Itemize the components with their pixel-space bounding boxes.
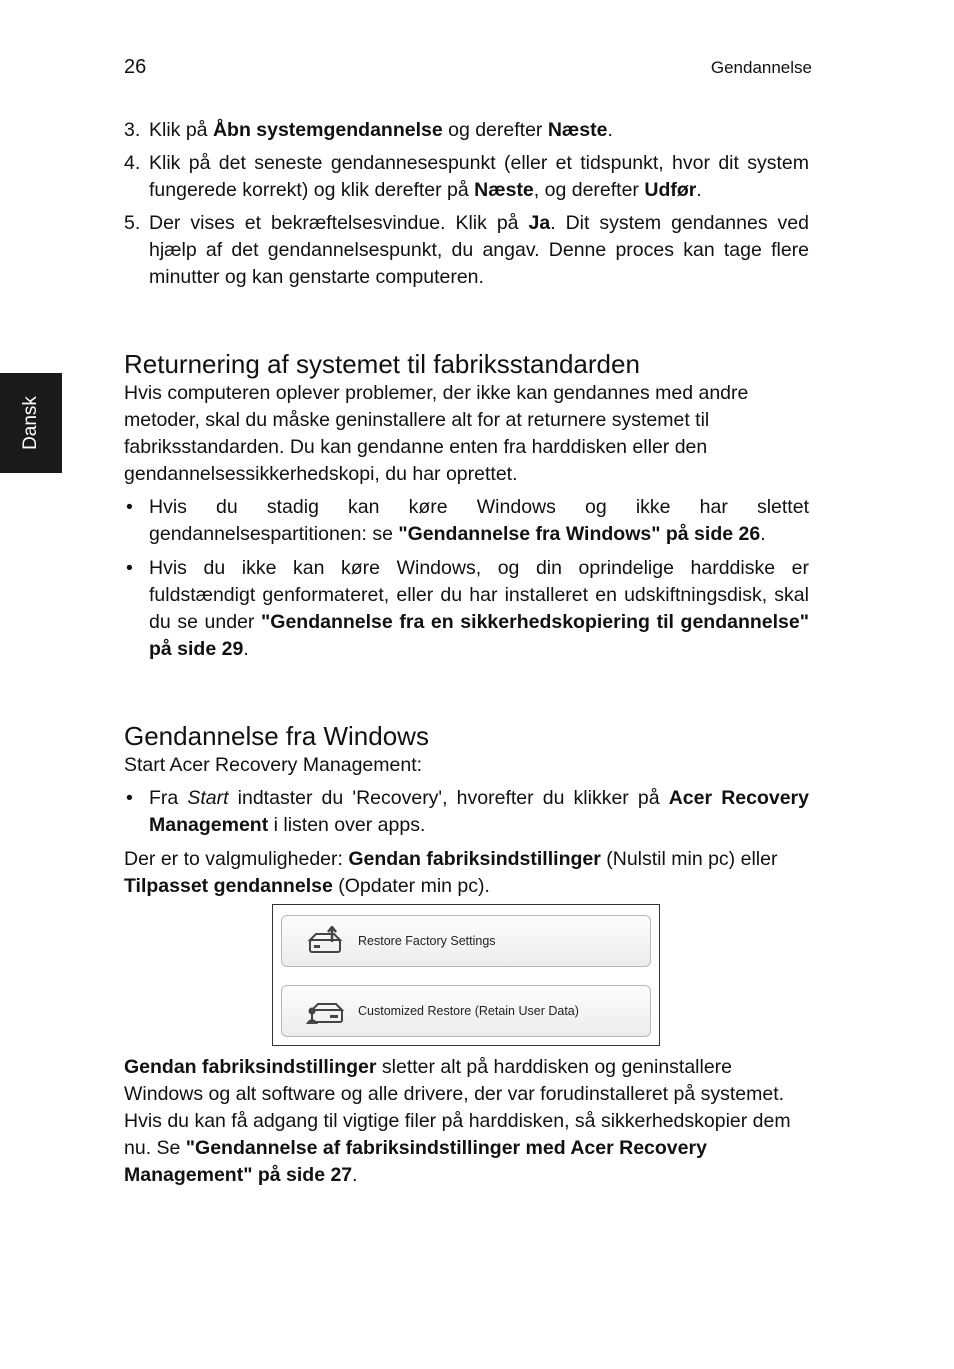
bullet-item: [124, 555, 809, 663]
cross-reference: "Gendannelse fra en sikkerhedskopiering til gendannelse" på side 29: [149, 611, 809, 660]
cross-reference: "Gendannelse af fabriksindstillinger med Acer Recovery Management" på side 27: [124, 1137, 707, 1186]
options-bold: Gendan fabriksindstillinger: [348, 848, 601, 870]
steps-list: [124, 117, 809, 291]
options-paragraph: [124, 846, 809, 900]
bullet-bold: Acer Recovery Management: [149, 787, 809, 836]
step-text: , og derefter: [533, 179, 645, 201]
closing-text: sletter alt på harddisken og geninstallere Windows og alt software og alle drivere, der var forudinstalleret på systemet. Hvis du kan få adgang til vigtige filer på harddisken, så sikkerhedskopier dem nu. Se: [124, 1056, 791, 1159]
customized-restore-button[interactable]: [281, 985, 651, 1037]
step-item: [124, 210, 809, 291]
bullet-text: indtaster du 'Recovery', hvorefter du klikker på: [228, 787, 669, 809]
step-text: .: [696, 179, 702, 201]
section-intro: Start Acer Recovery Management:: [124, 754, 423, 776]
page-number: 26: [124, 56, 147, 78]
step-text: .: [607, 119, 613, 141]
step-number: 5.: [124, 212, 141, 234]
section-intro: Hvis computeren oplever problemer, der ikke kan gendannes med andre metoder, skal du måske geninstallere alt for at returnere systemet til fabriksstandarden. Du kan gendanne enten fra harddisken eller den gendannelsessikkerhedskopi, du har oprettet.: [124, 382, 749, 485]
step-number: 3.: [124, 119, 141, 141]
step-text: . Dit system gendannes ved hjælp af det gendannelsespunkt, du angav. Denne proces kan tage flere minutter og kan genstarte computeren.: [149, 212, 809, 288]
closing-paragraph: [124, 1054, 809, 1189]
step-number: 4.: [124, 152, 141, 174]
section-heading: Returnering af systemet til fabriksstandarden: [124, 349, 640, 379]
step-bold: Næste: [547, 119, 608, 141]
step-bold: Udfør: [644, 179, 697, 201]
options-text: (Opdater min pc).: [332, 875, 490, 897]
restore-factory-settings-label: Restore Factory Settings: [358, 934, 496, 948]
step-bold: Ja: [528, 212, 551, 234]
closing-text: .: [352, 1164, 358, 1186]
step-text: Klik på det seneste gendannesespunkt (eller et tidspunkt, hvor dit system fungerede korrekt) og klik derefter på: [149, 152, 809, 201]
bullet-text: .: [243, 638, 249, 660]
options-text: Der er to valgmuligheder:: [124, 848, 349, 870]
bullet-text: i listen over apps.: [268, 814, 426, 836]
step-bold: Åbn systemgendannelse: [212, 119, 443, 141]
closing-bold: Gendan fabriksindstillinger: [124, 1056, 377, 1078]
step-text: Klik på: [149, 119, 213, 141]
step-text: og derefter: [442, 119, 548, 141]
customized-restore-label: Customized Restore (Retain User Data): [358, 1004, 579, 1018]
step-bold: Næste: [474, 179, 534, 201]
cross-reference: "Gendannelse fra Windows" på side 26: [398, 523, 761, 545]
section-heading: Gendannelse fra Windows: [124, 721, 429, 751]
steps-block: [124, 117, 809, 297]
bullet-text: .: [760, 523, 766, 545]
options-bold: Tilpasset gendannelse: [124, 875, 333, 897]
section-factory-reset: [124, 348, 809, 670]
recovery-options-screenshot: [272, 904, 660, 1046]
bullet-italic: Start: [187, 787, 229, 809]
language-tab: [0, 373, 62, 473]
restore-factory-settings-button[interactable]: [281, 915, 651, 967]
bullet-item: [124, 494, 809, 548]
bullet-list: [124, 785, 809, 839]
drive-user-icon: [304, 996, 346, 1026]
section-recover-from-windows: [124, 720, 809, 900]
bullet-text: Hvis du stadig kan køre Windows og ikke har slettet gendannelsespartitionen: se: [149, 496, 809, 545]
language-tab-label: Dansk: [20, 396, 41, 450]
step-text: Der vises et bekræftelsesvindue. Klik på: [149, 212, 529, 234]
bullet-item: [124, 785, 809, 839]
bullet-dot: •: [126, 496, 133, 518]
bullet-text: Fra: [149, 787, 188, 809]
bullet-dot: •: [126, 787, 133, 809]
running-header: Gendannelse: [710, 58, 812, 77]
step-item: [124, 150, 809, 204]
drive-upload-icon: [304, 926, 346, 956]
step-item: [124, 117, 809, 144]
bullet-dot: •: [126, 557, 133, 579]
closing-block: [124, 1054, 809, 1189]
bullet-text: Hvis du ikke kan køre Windows, og din oprindelige harddiske er fuldstændigt genformateret, eller du har installeret en udskiftningsdisk, skal du se under: [149, 557, 809, 633]
options-text: (Nulstil min pc) eller: [600, 848, 778, 870]
bullet-list: [124, 494, 809, 663]
